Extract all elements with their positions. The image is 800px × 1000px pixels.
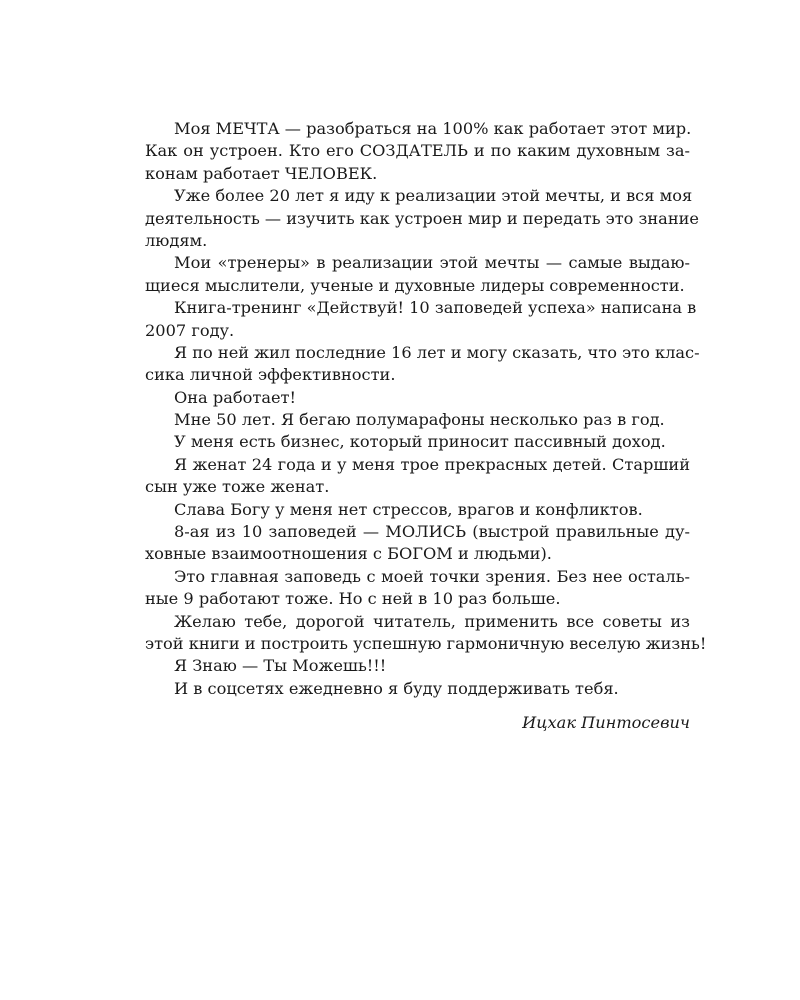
text-line: Книга-тренинг «Действуй! 10 заповедей успеха» написана в	[174, 298, 697, 318]
text-line: У меня есть бизнес, который приносит пассивный доход.	[174, 432, 666, 452]
author-signature: Ицхак Пинтосевич	[522, 713, 690, 733]
text-line: деятельность — изучить как устроен мир и передать это знание	[145, 208, 699, 228]
text-line: И в соцсетях ежедневно я буду поддерживать тебя.	[174, 678, 619, 698]
text-line: Желаю тебе, дорогой читатель, применить все советы из	[174, 611, 690, 631]
text-line: Как он устроен. Кто его СОЗДАТЕЛЬ и по каким духовным за-	[145, 141, 690, 161]
text-line: щиеся мыслители, ученые и духовные лидеры современности.	[145, 275, 685, 295]
text-line: 2007 году.	[145, 320, 235, 340]
text-line: Я Знаю — Ты Можешь!!!	[174, 656, 387, 676]
body-text	[145, 118, 707, 735]
text-line: Я по ней жил последние 16 лет и могу сказать, что это клас-	[174, 342, 700, 362]
text-line: людям.	[145, 230, 208, 250]
text-line: ные 9 работают тоже. Но с ней в 10 раз больше.	[145, 589, 561, 609]
text-line: Моя МЕЧТА — разобраться на 100% как работает этот мир.	[174, 119, 692, 138]
text-line: этой книги и построить успешную гармоничную веселую жизнь!	[145, 633, 707, 653]
text-line: Мне 50 лет. Я бегаю полумарафоны несколько раз в год.	[174, 410, 665, 430]
text-line: конам работает ЧЕЛОВЕК.	[145, 163, 378, 183]
text-line: Мои «тренеры» в реализации этой мечты — самые выдаю-	[174, 253, 690, 273]
text-line: Слава Богу у меня нет стрессов, врагов и конфликтов.	[174, 499, 643, 519]
text-line: 8-ая из 10 заповедей — МОЛИСЬ (выстрой правильные ду-	[174, 522, 690, 542]
text-line: ховные взаимоотношения с БОГОМ и людьми).	[145, 544, 552, 564]
text-line: Она работает!	[174, 387, 297, 407]
text-line: сика личной эффективности.	[145, 365, 396, 385]
text-line: Я женат 24 года и у меня трое прекрасных детей. Старший	[174, 454, 690, 474]
text-line: Уже более 20 лет я иду к реализации этой мечты, и вся моя	[174, 186, 693, 206]
text-line: сын уже тоже женат.	[145, 477, 330, 497]
text-line: Это главная заповедь с моей точки зрения. Без нее осталь-	[174, 566, 690, 586]
